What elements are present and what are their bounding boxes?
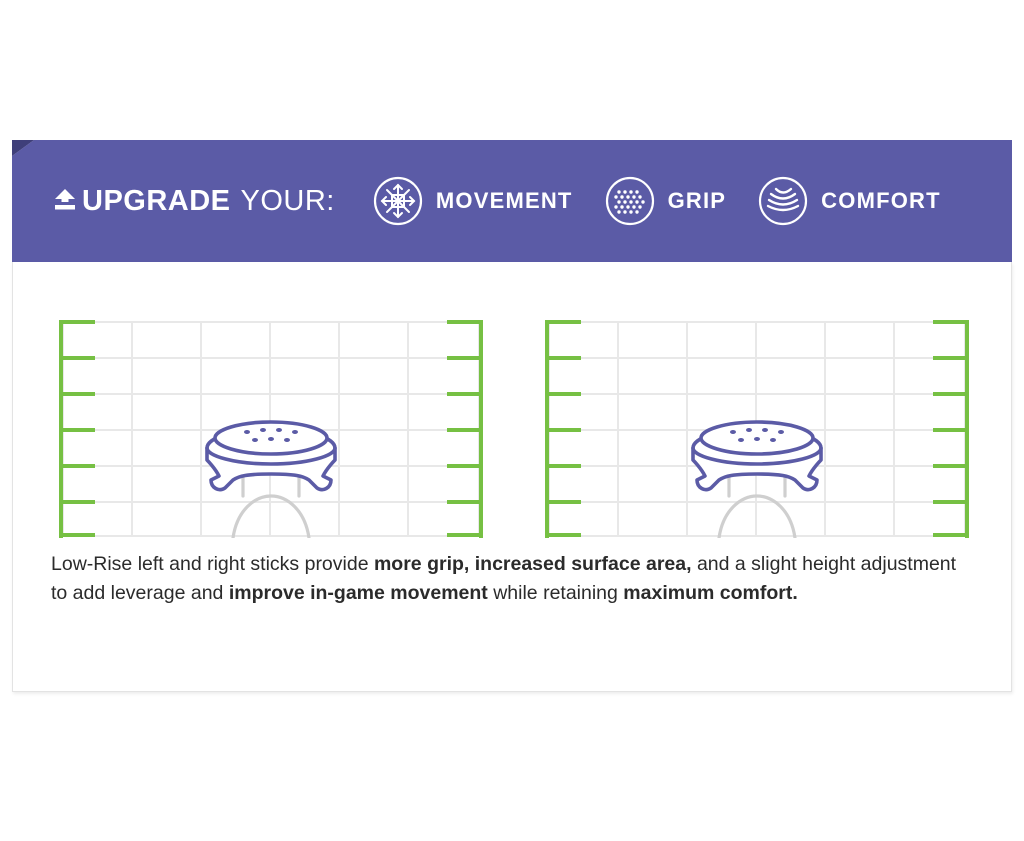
feature-list xyxy=(373,176,941,226)
caption-segment-1: Low-Rise left and right sticks provide xyxy=(51,553,374,575)
feature-movement-label: MOVEMENT xyxy=(435,188,573,213)
caption-segment-4: improve in-game movement xyxy=(228,582,488,604)
feature-comfort xyxy=(758,176,941,226)
upgrade-banner xyxy=(12,140,1012,262)
caption-segment-3: and a slight height adjustment to add leverage and xyxy=(51,553,957,604)
caption-text xyxy=(51,550,971,608)
caption-segment-5: while retaining xyxy=(487,582,624,604)
grip-dots-icon xyxy=(605,176,655,226)
caption-segment-2: more grip, increased surface area, xyxy=(373,553,692,575)
left-stick-diagram xyxy=(55,320,487,538)
feature-grip xyxy=(605,176,727,226)
diagram-panels xyxy=(13,262,1013,537)
banner-title-bold: UPGRADE xyxy=(82,184,231,217)
banner-title-light: YOUR: xyxy=(240,184,335,217)
feature-movement xyxy=(373,176,573,226)
caret-up-icon xyxy=(54,187,76,218)
feature-comfort-label: COMFORT xyxy=(821,188,941,213)
movement-snowflake-icon xyxy=(373,176,423,226)
feature-grip-label: GRIP xyxy=(667,188,727,213)
right-stick-diagram xyxy=(541,320,973,538)
comfort-swirl-icon xyxy=(758,176,808,226)
content-card xyxy=(12,262,1012,692)
caption-segment-6: maximum comfort. xyxy=(623,582,798,604)
banner-title-group xyxy=(54,185,335,218)
